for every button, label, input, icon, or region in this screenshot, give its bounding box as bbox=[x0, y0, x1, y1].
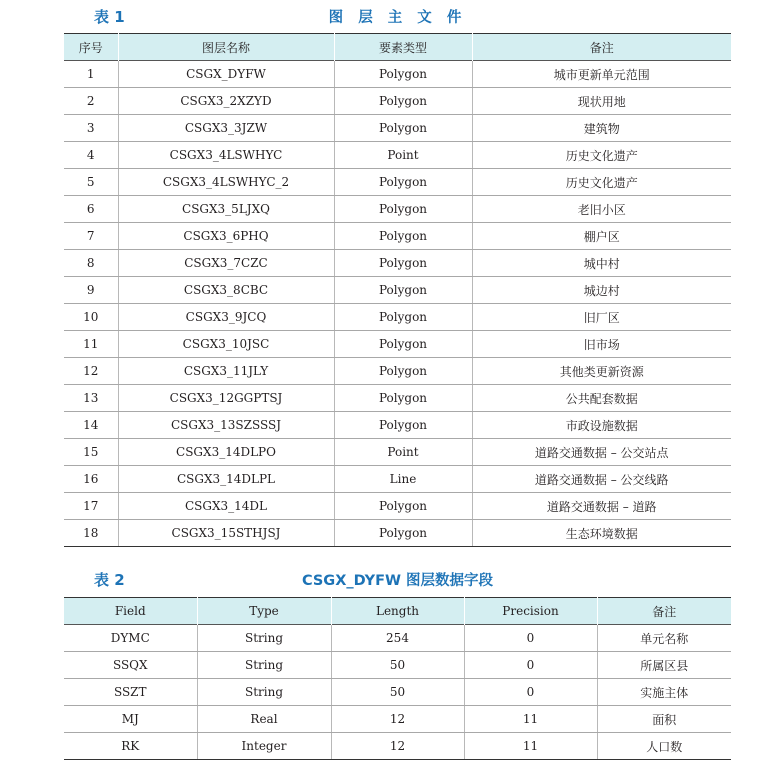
table-row bbox=[64, 304, 731, 331]
table-row bbox=[64, 385, 731, 412]
cell-remark: 道路交通数据 – 公交站点 bbox=[472, 439, 731, 466]
cell-length: 254 bbox=[331, 625, 464, 652]
cell-remark: 旧厂区 bbox=[472, 304, 731, 331]
cell-remark: 面积 bbox=[597, 706, 731, 733]
cell-precision: 11 bbox=[464, 733, 597, 760]
cell-layer-name: CSGX3_12GGPTSJ bbox=[118, 385, 334, 412]
cell-precision: 0 bbox=[464, 679, 597, 706]
table2-number: 表 2 bbox=[94, 571, 125, 589]
table-row bbox=[64, 679, 731, 706]
table-row bbox=[64, 169, 731, 196]
table-row bbox=[64, 277, 731, 304]
cell-feature-type: Polygon bbox=[334, 88, 472, 115]
table-row bbox=[64, 250, 731, 277]
cell-feature-type: Point bbox=[334, 439, 472, 466]
cell-length: 12 bbox=[331, 706, 464, 733]
cell-type: Real bbox=[197, 706, 331, 733]
column-header-length: Length bbox=[331, 598, 464, 625]
cell-remark: 市政设施数据 bbox=[472, 412, 731, 439]
cell-feature-type: Polygon bbox=[334, 223, 472, 250]
cell-layer-name: CSGX3_8CBC bbox=[118, 277, 334, 304]
table-row bbox=[64, 88, 731, 115]
cell-feature-type: Polygon bbox=[334, 412, 472, 439]
table-row bbox=[64, 652, 731, 679]
layer-fields-table bbox=[64, 597, 731, 760]
cell-remark: 所属区县 bbox=[597, 652, 731, 679]
cell-type: Integer bbox=[197, 733, 331, 760]
table-row bbox=[64, 61, 731, 88]
cell-feature-type: Polygon bbox=[334, 250, 472, 277]
column-header-index: 序号 bbox=[64, 34, 118, 61]
column-header-precision: Precision bbox=[464, 598, 597, 625]
cell-index: 3 bbox=[64, 115, 118, 142]
table-row bbox=[64, 223, 731, 250]
table-row bbox=[64, 439, 731, 466]
cell-index: 1 bbox=[64, 61, 118, 88]
cell-field: SSQX bbox=[64, 652, 197, 679]
table-row bbox=[64, 466, 731, 493]
cell-feature-type: Polygon bbox=[334, 358, 472, 385]
cell-remark: 其他类更新资源 bbox=[472, 358, 731, 385]
cell-layer-name: CSGX3_14DL bbox=[118, 493, 334, 520]
cell-remark: 道路交通数据 – 公交线路 bbox=[472, 466, 731, 493]
cell-feature-type: Polygon bbox=[334, 304, 472, 331]
cell-remark: 城市更新单元范围 bbox=[472, 61, 731, 88]
cell-feature-type: Polygon bbox=[334, 331, 472, 358]
table-row bbox=[64, 733, 731, 760]
cell-length: 50 bbox=[331, 652, 464, 679]
cell-index: 2 bbox=[64, 88, 118, 115]
cell-remark: 单元名称 bbox=[597, 625, 731, 652]
table-row bbox=[64, 358, 731, 385]
column-header-remark: 备注 bbox=[597, 598, 731, 625]
cell-remark: 历史文化遗产 bbox=[472, 169, 731, 196]
cell-remark: 生态环境数据 bbox=[472, 520, 731, 547]
cell-layer-name: CSGX3_14DLPL bbox=[118, 466, 334, 493]
column-header-field: Field bbox=[64, 598, 197, 625]
cell-layer-name: CSGX3_14DLPO bbox=[118, 439, 334, 466]
cell-layer-name: CSGX3_4LSWHYC_2 bbox=[118, 169, 334, 196]
column-header-remark: 备注 bbox=[472, 34, 731, 61]
cell-feature-type: Polygon bbox=[334, 277, 472, 304]
cell-layer-name: CSGX3_5LJXQ bbox=[118, 196, 334, 223]
cell-index: 8 bbox=[64, 250, 118, 277]
table2-caption bbox=[64, 565, 731, 595]
cell-layer-name: CSGX3_15STHJSJ bbox=[118, 520, 334, 547]
cell-layer-name: CSGX3_10JSC bbox=[118, 331, 334, 358]
table-row bbox=[64, 625, 731, 652]
table-row bbox=[64, 493, 731, 520]
cell-index: 9 bbox=[64, 277, 118, 304]
cell-feature-type: Line bbox=[334, 466, 472, 493]
cell-precision: 0 bbox=[464, 652, 597, 679]
cell-feature-type: Polygon bbox=[334, 61, 472, 88]
cell-remark: 城中村 bbox=[472, 250, 731, 277]
table1-number: 表 1 bbox=[94, 8, 125, 26]
cell-precision: 11 bbox=[464, 706, 597, 733]
cell-index: 7 bbox=[64, 223, 118, 250]
cell-index: 6 bbox=[64, 196, 118, 223]
cell-index: 12 bbox=[64, 358, 118, 385]
cell-layer-name: CSGX3_3JZW bbox=[118, 115, 334, 142]
cell-remark: 城边村 bbox=[472, 277, 731, 304]
cell-feature-type: Polygon bbox=[334, 493, 472, 520]
cell-index: 16 bbox=[64, 466, 118, 493]
table1-title: 图 层 主 文 件 bbox=[328, 10, 467, 26]
layer-main-file-table bbox=[64, 33, 731, 547]
cell-field: DYMC bbox=[64, 625, 197, 652]
cell-remark: 道路交通数据 – 道路 bbox=[472, 493, 731, 520]
cell-precision: 0 bbox=[464, 625, 597, 652]
cell-index: 11 bbox=[64, 331, 118, 358]
table-row bbox=[64, 196, 731, 223]
cell-index: 18 bbox=[64, 520, 118, 547]
cell-feature-type: Polygon bbox=[334, 385, 472, 412]
cell-remark: 建筑物 bbox=[472, 115, 731, 142]
cell-remark: 现状用地 bbox=[472, 88, 731, 115]
table-header-row bbox=[64, 598, 731, 625]
column-header-feature-type: 要素类型 bbox=[334, 34, 472, 61]
cell-layer-name: CSGX3_7CZC bbox=[118, 250, 334, 277]
table-row bbox=[64, 706, 731, 733]
table-row bbox=[64, 520, 731, 547]
cell-field: MJ bbox=[64, 706, 197, 733]
cell-index: 10 bbox=[64, 304, 118, 331]
cell-remark: 历史文化遗产 bbox=[472, 142, 731, 169]
cell-length: 12 bbox=[331, 733, 464, 760]
column-header-layer-name: 图层名称 bbox=[118, 34, 334, 61]
cell-layer-name: CSGX3_9JCQ bbox=[118, 304, 334, 331]
cell-index: 13 bbox=[64, 385, 118, 412]
cell-feature-type: Polygon bbox=[334, 115, 472, 142]
table-row bbox=[64, 115, 731, 142]
cell-feature-type: Polygon bbox=[334, 169, 472, 196]
table-row bbox=[64, 331, 731, 358]
table-row bbox=[64, 142, 731, 169]
cell-type: String bbox=[197, 625, 331, 652]
table-row bbox=[64, 412, 731, 439]
table1-caption bbox=[64, 2, 731, 32]
table-header-row bbox=[64, 34, 731, 61]
cell-remark: 人口数 bbox=[597, 733, 731, 760]
cell-length: 50 bbox=[331, 679, 464, 706]
cell-index: 4 bbox=[64, 142, 118, 169]
cell-remark: 棚户区 bbox=[472, 223, 731, 250]
cell-index: 5 bbox=[64, 169, 118, 196]
cell-index: 15 bbox=[64, 439, 118, 466]
cell-remark: 公共配套数据 bbox=[472, 385, 731, 412]
cell-field: RK bbox=[64, 733, 197, 760]
cell-index: 17 bbox=[64, 493, 118, 520]
cell-type: String bbox=[197, 652, 331, 679]
column-header-type: Type bbox=[197, 598, 331, 625]
cell-remark: 旧市场 bbox=[472, 331, 731, 358]
table2-title: CSGX_DYFW 图层数据字段 bbox=[301, 573, 494, 589]
cell-layer-name: CSGX3_11JLY bbox=[118, 358, 334, 385]
cell-type: String bbox=[197, 679, 331, 706]
cell-feature-type: Polygon bbox=[334, 196, 472, 223]
cell-layer-name: CSGX3_4LSWHYC bbox=[118, 142, 334, 169]
cell-feature-type: Polygon bbox=[334, 520, 472, 547]
cell-feature-type: Point bbox=[334, 142, 472, 169]
cell-remark: 实施主体 bbox=[597, 679, 731, 706]
cell-layer-name: CSGX3_13SZSSSJ bbox=[118, 412, 334, 439]
cell-field: SSZT bbox=[64, 679, 197, 706]
cell-layer-name: CSGX3_6PHQ bbox=[118, 223, 334, 250]
cell-layer-name: CSGX3_2XZYD bbox=[118, 88, 334, 115]
cell-remark: 老旧小区 bbox=[472, 196, 731, 223]
cell-index: 14 bbox=[64, 412, 118, 439]
cell-layer-name: CSGX_DYFW bbox=[118, 61, 334, 88]
